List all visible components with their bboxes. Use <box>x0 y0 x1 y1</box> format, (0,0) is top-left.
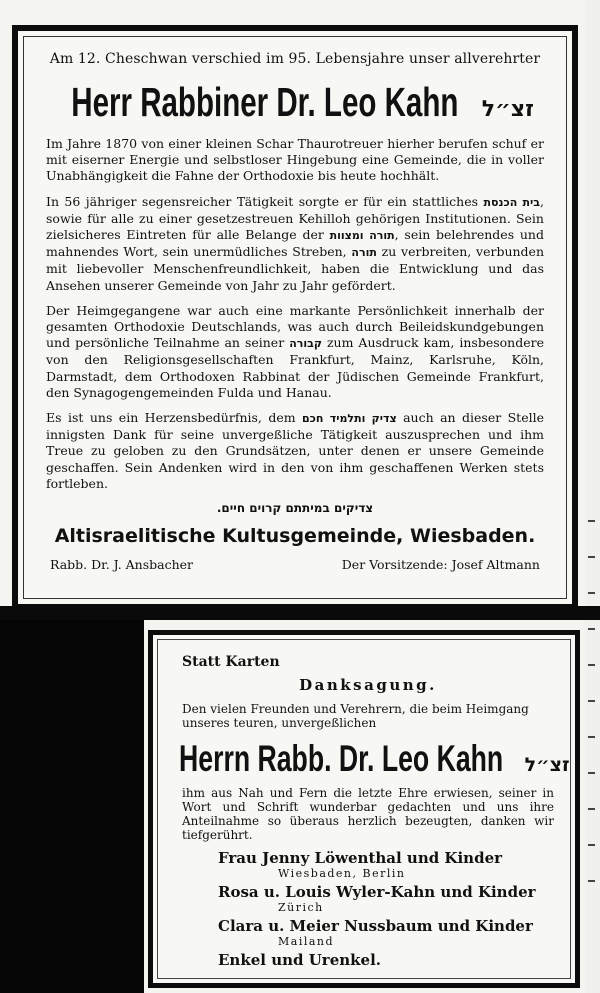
hebrew-term: תורה <box>351 246 377 260</box>
obituary-notice <box>12 25 578 610</box>
hebrew-term: בית הכנסת <box>483 195 540 209</box>
obituary-paragraph-3 <box>46 303 544 401</box>
obituary-paragraph-2 <box>46 194 544 294</box>
hebrew-honorific: זצ״ל <box>481 97 534 122</box>
obituary-lead-line: Am 12. Cheschwan verschied im 95. Lebensjahre unser allverehrter <box>49 51 541 67</box>
paragraph-text: Im Jahre 1870 von einer kleinen Schar Thaurotreuer hierher berufen schuf er mit eiserner Energie und selbstloser Hingebung eine Gemeinde, die in voller Unabhängigkeit die Fahne der Orthodoxie bis heute hochhält. <box>46 136 544 184</box>
obituary-notice-inner-frame <box>23 36 567 599</box>
family-name: Frau Jenny Löwenthal und Kinder <box>218 849 503 867</box>
paragraph-text: , sowie für alle zu einer gesetzestreuen Kehilloh gehörigen Institutionen. Sein zielsicheres Eintreten für alle Belange der <box>46 193 544 243</box>
paragraph-text: , sein belehrendes und mahnendes Wort, sein unermüdliches Streben, <box>46 227 544 260</box>
family-name: Rosa u. Louis Wyler-Kahn und Kinder <box>218 883 536 901</box>
dark-margin-area <box>0 620 144 993</box>
family-list <box>182 850 554 969</box>
obituary-paragraph-4 <box>46 410 544 492</box>
adjacent-column-marks <box>588 520 598 980</box>
organization-name: Altisraelitische Kultusgemeinde, Wiesbaden. <box>54 525 536 548</box>
obituary-name-heading <box>46 79 544 126</box>
paragraph-text: auch an dieser Stelle innigsten Dank für seine unvergeßliche Tätigkeit auszusprechen und ihm Treue zu geloben zu den Grundsätzen, unter denen er unsere Gemeinde geschaffen. Sein Andenken wird in den von ihm geschaffenen Werken stets fortleben. <box>46 410 544 491</box>
thanks-notice <box>148 630 580 988</box>
thanks-title: Danksagung. <box>299 676 437 694</box>
hebrew-term: קבורה <box>289 337 322 351</box>
thanks-body: ihm aus Nah und Fern die letzte Ehre erwiesen, seiner in Wort und Schrift wunderbar gedachten und uns ihre Anteilnahme so überaus herzlich bezeugten, danken wir tiefgerührt. <box>182 786 554 842</box>
signatories <box>46 557 544 572</box>
hebrew-term: צדיק ותלמיד חכם <box>302 412 397 426</box>
paragraph-text: In 56 jähriger segensreicher Tätigkeit sorgte er für ein stattliches <box>46 193 484 209</box>
hebrew-term: תורה ומצוות <box>329 229 395 243</box>
deceased-name: Herrn Rabb. Dr. Leo Kahn <box>179 738 504 779</box>
thanks-name-heading <box>179 738 570 780</box>
deceased-name: Herr Rabbiner Dr. Leo Kahn <box>71 79 459 125</box>
paragraph-text: Es ist uns ein Herzensbedürfnis, dem <box>46 410 303 426</box>
paragraph-text: Der Heimgegangene war auch eine markante Persönlichkeit innerhalb der gesamten Orthodoxie Deutschlands, was auch durch Beileidskundgebungen und persönliche Teilnahme an seiner <box>46 302 544 351</box>
signer-rabbi: Rabb. Dr. J. Ansbacher <box>50 557 194 573</box>
hebrew-honorific: זצ״ל <box>524 754 570 776</box>
family-city: Zürich <box>278 901 324 914</box>
statt-karten-label: Statt Karten <box>182 654 280 670</box>
family-city: Wiesbaden, Berlin <box>278 867 406 880</box>
divider-band <box>0 606 600 620</box>
family-name: Enkel und Urenkel. <box>218 951 382 969</box>
family-name: Clara u. Meier Nussbaum und Kinder <box>218 917 533 935</box>
paragraph-text: zum Ausdruck kam, insbesondere von den Religionsgesellschaften Frankfurt, Mainz, Karlsruhe, Köln, Darmstadt, dem Orthodoxen Rabbinat der Jüdischen Gemeinde Frankfurt, den Synagogengemeinden Fulda und Hanau. <box>46 335 544 400</box>
signer-chairman: Der Vorsitzende: Josef Altmann <box>341 557 540 573</box>
hebrew-motto: צדיקים במיתתם קרוים חיים. <box>216 501 374 516</box>
obituary-paragraph-1 <box>46 136 544 185</box>
family-city: Mailand <box>278 935 335 948</box>
thanks-notice-inner-frame <box>157 639 571 979</box>
paragraph-text: zu verbreiten, verbunden mit liebevoller Menschenfreundlichkeit, haben die Entwicklung und das Ansehen unserer Gemeinde von Jahr zu Jahr gefördert. <box>46 244 544 293</box>
thanks-intro: Den vielen Freunden und Verehrern, die beim Heimgang unseres teuren, unvergeßlichen <box>182 702 529 730</box>
